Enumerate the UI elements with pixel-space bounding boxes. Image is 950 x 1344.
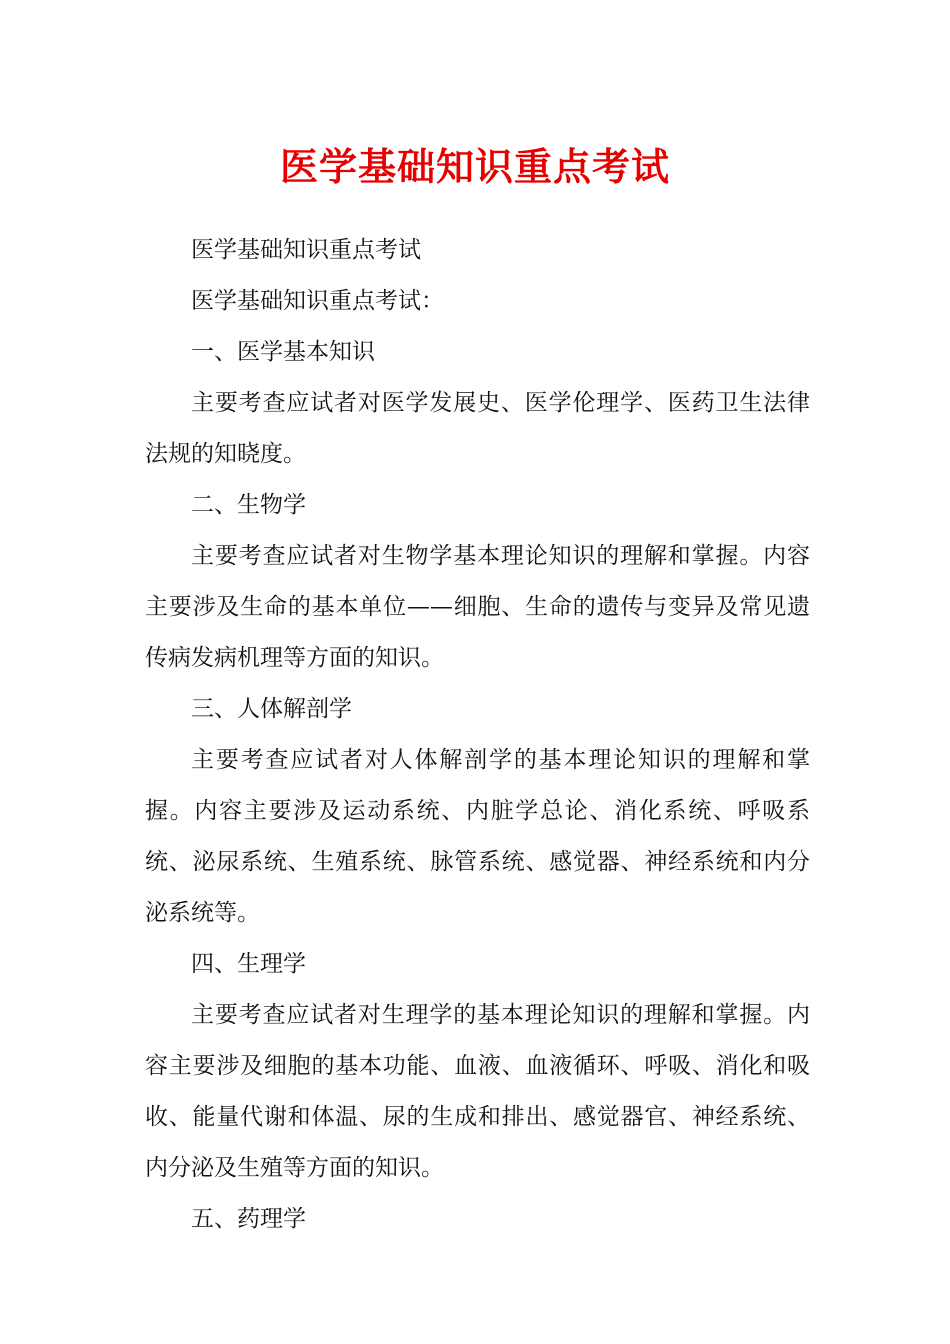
paragraph-physiology: 主要考查应试者对生理学的基本理论知识的理解和掌握。内容主要涉及细胞的基本功能、血液、血液循环、呼吸、消化和吸收、能量代谢和体温、尿的生成和排出、感觉器官、神经系统、内分泌及生殖等方面的知识。 (145, 1002, 810, 1181)
paragraph-intro-lead: 医学基础知识重点考试： (191, 288, 444, 314)
section-heading-pharmacology: 五、药理学 (191, 1206, 306, 1232)
section-heading-biology: 二、生物学 (191, 492, 306, 518)
paragraph-intro-title: 医学基础知识重点考试 (191, 237, 421, 263)
section-heading-physiology: 四、生理学 (191, 951, 306, 977)
section-heading-medical-basics: 一、医学基本知识 (191, 339, 375, 365)
section-heading-anatomy: 三、人体解剖学 (191, 696, 352, 722)
document-title: 医学基础知识重点考试 (279, 144, 670, 190)
paragraph-biology: 主要考查应试者对生物学基本理论知识的理解和掌握。内容主要涉及生命的基本单位——细胞、生命的遗传与变异及常见遗传病发病机理等方面的知识。 (145, 543, 810, 671)
paragraph-medical-basics: 主要考查应试者对医学发展史、医学伦理学、医药卫生法律法规的知晓度。 (145, 390, 810, 467)
paragraph-anatomy: 主要考查应试者对人体解剖学的基本理论知识的理解和掌握。内容主要涉及运动系统、内脏学总论、消化系统、呼吸系统、泌尿系统、生殖系统、脉管系统、感觉器、神经系统和内分泌系统等。 (145, 747, 810, 926)
document-body (145, 225, 810, 1245)
